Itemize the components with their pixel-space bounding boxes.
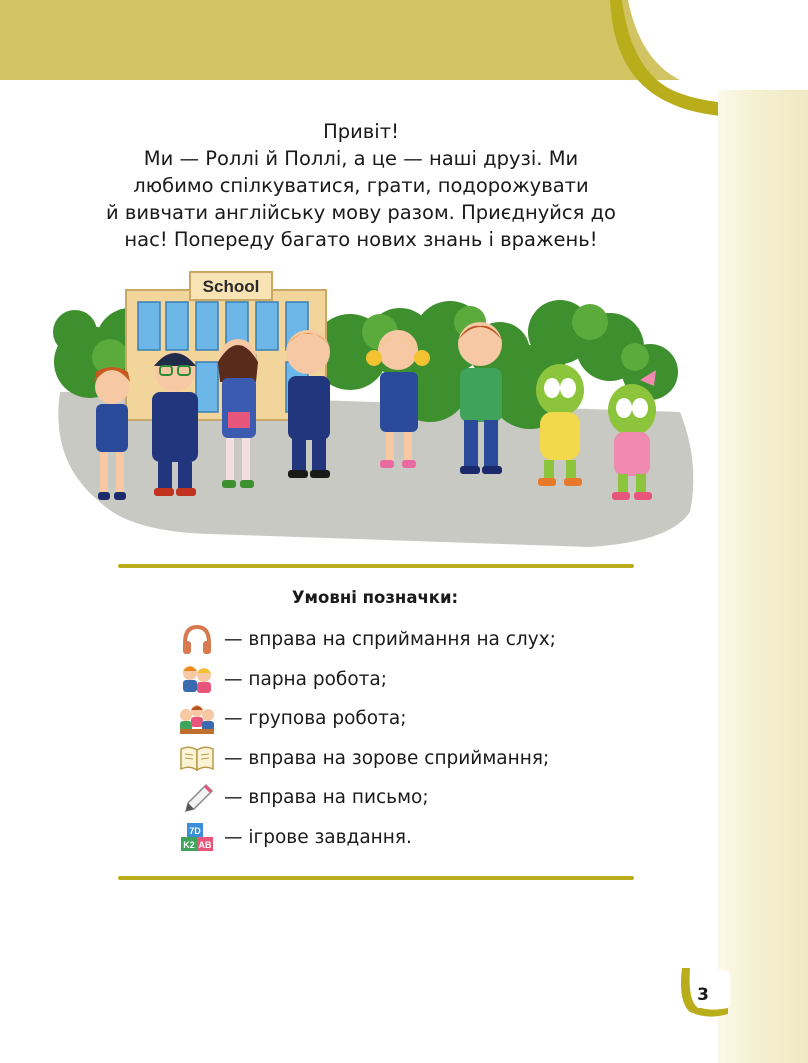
legend-item xyxy=(178,739,556,779)
group-work-icon xyxy=(178,701,216,737)
margin-strip xyxy=(718,90,808,1063)
intro-line: Привіт! xyxy=(323,120,399,143)
page-number: 3 xyxy=(697,985,709,1005)
legend-item xyxy=(178,699,556,739)
intro-line: нас! Попереду багато нових знань і вражень! xyxy=(124,228,598,251)
block-letters: AB xyxy=(198,840,212,851)
legend-title: Умовні позначки: xyxy=(291,588,459,607)
headphones-icon xyxy=(178,622,216,658)
legend-item xyxy=(178,778,556,818)
open-book-icon xyxy=(178,740,216,776)
block-letters: 7D xyxy=(189,826,201,837)
pair-work-icon xyxy=(178,661,216,697)
legend-text: — групова робота; xyxy=(224,708,407,730)
legend-item xyxy=(178,818,556,858)
intro-line: любимо спілкуватися, грати, подорожувати xyxy=(133,174,589,197)
legend-item xyxy=(178,660,556,700)
legend-text: — парна робота; xyxy=(224,668,388,690)
legend-text: — вправа на сприймання на слух; xyxy=(224,629,556,651)
divider-bottom xyxy=(118,876,634,880)
legend-list xyxy=(178,620,556,857)
intro-text xyxy=(96,118,626,253)
pencil-icon xyxy=(178,780,216,816)
legend-text: — вправа на письмо; xyxy=(224,787,429,809)
legend-text: — ігрове завдання. xyxy=(224,826,412,848)
legend-text: — вправа на зорове сприймання; xyxy=(224,747,550,769)
intro-line: Ми — Роллі й Поллі, а це — наші друзі. Ми xyxy=(143,147,579,170)
block-letters: K2 xyxy=(183,840,195,851)
legend-item xyxy=(178,620,556,660)
divider-top xyxy=(118,564,634,568)
blocks-icon xyxy=(178,819,216,855)
school-illustration xyxy=(50,262,700,552)
school-sign: School xyxy=(202,277,260,296)
intro-line: й вивчати англійську мову разом. Приєднуйся до xyxy=(106,201,616,224)
